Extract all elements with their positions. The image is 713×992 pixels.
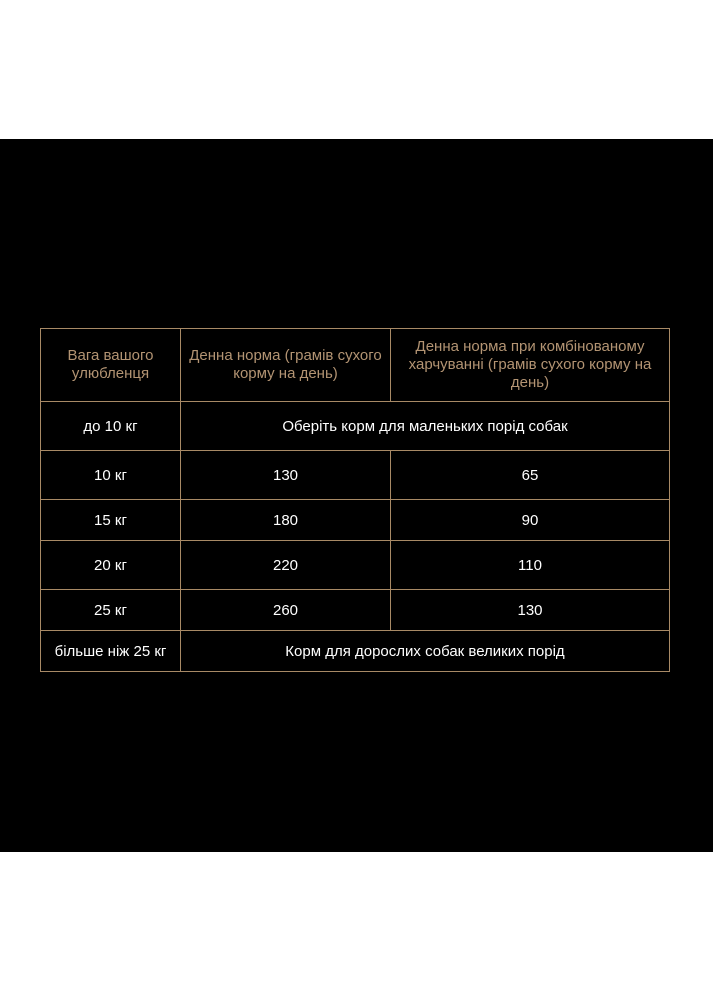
weight-cell: 25 кг: [41, 590, 181, 631]
note-cell: Корм для дорослих собак великих порід: [181, 631, 670, 672]
combined-norm-cell: 65: [391, 451, 670, 500]
header-combined-norm: Денна норма при комбінованому харчуванні (грамів сухого корму на день): [391, 329, 670, 402]
table-row: [41, 631, 670, 672]
daily-norm-cell: 180: [181, 500, 391, 541]
table-row: [41, 451, 670, 500]
weight-cell: більше ніж 25 кг: [41, 631, 181, 672]
weight-cell: до 10 кг: [41, 402, 181, 451]
feeding-table: [40, 328, 670, 672]
note-cell: Оберіть корм для маленьких порід собак: [181, 402, 670, 451]
table-row: [41, 402, 670, 451]
weight-cell: 10 кг: [41, 451, 181, 500]
table-header-row: [41, 329, 670, 402]
combined-norm-cell: 110: [391, 541, 670, 590]
daily-norm-cell: 260: [181, 590, 391, 631]
combined-norm-cell: 130: [391, 590, 670, 631]
header-pet-weight: Вага вашого улюбленця: [41, 329, 181, 402]
table-row: [41, 590, 670, 631]
weight-cell: 20 кг: [41, 541, 181, 590]
header-daily-norm: Денна норма (грамів сухого корму на день): [181, 329, 391, 402]
daily-norm-cell: 130: [181, 451, 391, 500]
table-row: [41, 500, 670, 541]
table-row: [41, 541, 670, 590]
weight-cell: 15 кг: [41, 500, 181, 541]
combined-norm-cell: 90: [391, 500, 670, 541]
daily-norm-cell: 220: [181, 541, 391, 590]
